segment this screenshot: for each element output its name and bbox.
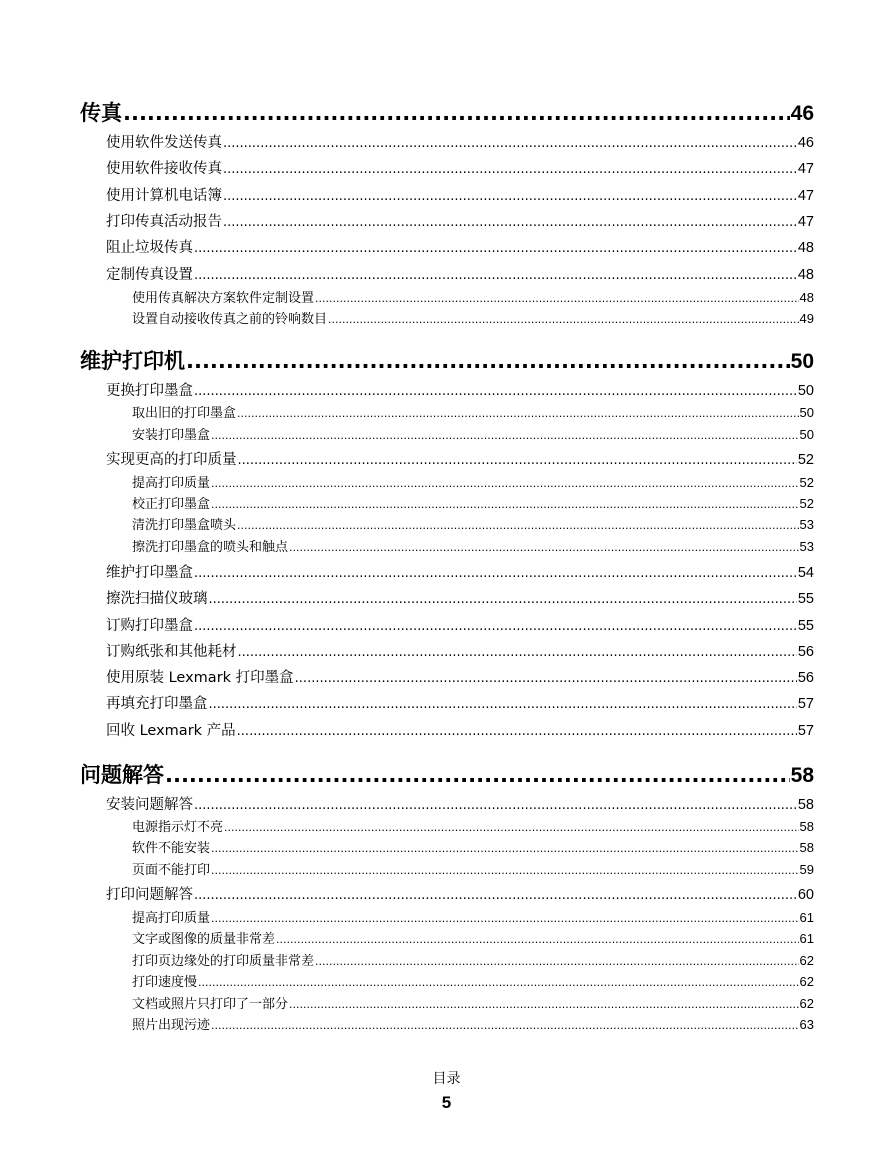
dot-leader (223, 215, 797, 230)
toc-page-number: 50 (790, 350, 814, 373)
toc-page-number: 56 (797, 670, 814, 686)
dot-leader (165, 763, 790, 787)
toc-entry[interactable] (106, 448, 814, 469)
toc-subentry-label: 电源指示灯不亮 (132, 820, 224, 835)
dot-leader (223, 136, 797, 151)
toc-entry-label: 使用软件接收传真 (106, 161, 222, 177)
dot-leader (211, 477, 799, 490)
toc-entry[interactable] (106, 131, 814, 152)
toc-section-title: 传真 (80, 101, 122, 125)
dot-leader (123, 101, 790, 125)
dot-leader (295, 671, 797, 686)
toc-page-number: 52 (799, 496, 814, 511)
toc-subentry[interactable] (132, 308, 814, 327)
toc-page-number: 50 (797, 383, 814, 399)
toc-page-number: 48 (797, 267, 814, 283)
toc-subentry-label: 擦洗打印墨盒的喷头和触点 (132, 540, 289, 555)
toc-entry-label: 定制传真设置 (106, 267, 193, 283)
dot-leader (194, 241, 797, 256)
toc-subentry-label: 使用传真解决方案软件定制设置 (132, 291, 315, 306)
toc-page-number: 61 (799, 910, 814, 925)
toc-page-number: 57 (797, 696, 814, 712)
toc-entry-label: 使用计算机电话簿 (106, 188, 222, 204)
dot-leader (211, 842, 799, 855)
dot-leader (315, 955, 799, 968)
toc-entry[interactable] (106, 614, 814, 635)
toc-subentry-label: 校正打印墨盒 (132, 497, 211, 512)
dot-leader (211, 864, 799, 877)
toc-page-number: 50 (799, 405, 814, 420)
toc-page-number: 61 (799, 931, 814, 946)
toc-entry[interactable] (106, 561, 814, 582)
toc-page-number: 58 (797, 797, 814, 813)
toc-subentry-label: 软件不能安装 (132, 841, 211, 856)
toc-entry-label: 使用原装 Lexmark 打印墨盒 (106, 670, 294, 686)
toc-page-number: 58 (799, 840, 814, 855)
toc-entry[interactable] (106, 793, 814, 814)
dot-leader (194, 566, 797, 581)
toc-page-number: 55 (797, 618, 814, 634)
footer-page-number: 5 (441, 1093, 452, 1112)
toc-subentry-label: 打印速度慢 (132, 975, 198, 990)
toc-page-number: 46 (797, 135, 814, 151)
dot-leader (186, 349, 790, 373)
toc-page-number: 47 (797, 161, 814, 177)
toc-subentry[interactable] (132, 950, 814, 969)
toc-subentry[interactable] (132, 859, 814, 878)
toc-subentry[interactable] (132, 472, 814, 491)
toc-page-number: 60 (797, 887, 814, 903)
dot-leader (289, 998, 799, 1011)
toc-page-number: 56 (797, 644, 814, 660)
toc-entry-label: 擦洗扫描仪玻璃 (106, 591, 208, 607)
dot-leader (194, 888, 797, 903)
dot-leader (198, 976, 799, 989)
toc-section-title: 维护打印机 (80, 349, 185, 373)
toc-entry-label: 实现更高的打印质量 (106, 452, 237, 468)
toc-page-number: 63 (799, 1017, 814, 1032)
toc-page-number: 48 (799, 290, 814, 305)
toc-page-number: 53 (799, 517, 814, 532)
toc-subentry[interactable] (132, 837, 814, 856)
dot-leader (194, 798, 797, 813)
toc-subentry-label: 取出旧的打印墨盒 (132, 406, 237, 421)
toc-page-number: 59 (799, 862, 814, 877)
toc-page-number: 47 (797, 188, 814, 204)
toc-page-number: 48 (797, 240, 814, 256)
toc-subentry-label: 提高打印质量 (132, 911, 211, 926)
dot-leader (223, 189, 797, 204)
toc-entry-label: 订购打印墨盒 (106, 618, 193, 634)
toc-entry-label: 安装问题解答 (106, 797, 193, 813)
toc-subentry[interactable] (132, 424, 814, 443)
toc-subentry-label: 安装打印墨盒 (132, 428, 211, 443)
dot-leader (224, 821, 799, 834)
toc-entry[interactable] (106, 379, 814, 400)
toc-subentry[interactable] (132, 493, 814, 512)
dot-leader (238, 645, 797, 660)
toc-entry-label: 打印传真活动报告 (106, 214, 222, 230)
toc-subentry-label: 文档或照片只打印了一部分 (132, 997, 289, 1012)
dot-leader (237, 724, 797, 739)
toc-page-number: 46 (790, 102, 814, 125)
toc-entry[interactable] (106, 719, 814, 740)
toc-entry-label: 使用软件发送传真 (106, 135, 222, 151)
dot-leader (237, 407, 799, 420)
toc-page-number: 54 (797, 565, 814, 581)
toc-entry-label: 订购纸张和其他耗材 (106, 644, 237, 660)
toc-entry[interactable] (106, 587, 814, 608)
dot-leader (194, 268, 797, 283)
toc-section-title: 问题解答 (80, 763, 164, 787)
toc-entry[interactable] (106, 184, 814, 205)
toc-entry[interactable] (106, 263, 814, 284)
toc-page-number: 62 (799, 996, 814, 1011)
dot-leader (209, 592, 797, 607)
toc-page-number: 62 (799, 974, 814, 989)
dot-leader (211, 429, 799, 442)
dot-leader (289, 541, 799, 554)
dot-leader (237, 519, 799, 532)
toc-page-number: 58 (799, 819, 814, 834)
toc-subentry[interactable] (132, 816, 814, 835)
toc-subentry[interactable] (132, 993, 814, 1012)
toc-entry[interactable] (106, 157, 814, 178)
toc-page-number: 52 (797, 452, 814, 468)
toc-entry-label: 再填充打印墨盒 (106, 696, 208, 712)
toc-subentry[interactable] (132, 907, 814, 926)
toc-entry[interactable] (106, 236, 814, 257)
toc-entry-label: 回收 Lexmark 产品 (106, 723, 236, 739)
toc-entry[interactable] (106, 210, 814, 231)
toc-subentry-label: 提高打印质量 (132, 476, 211, 491)
toc-page-number: 49 (799, 311, 814, 326)
toc-entry[interactable] (106, 692, 814, 713)
toc-entry[interactable] (106, 883, 814, 904)
toc-entry-label: 阻止垃圾传真 (106, 240, 193, 256)
toc-subentry-label: 打印页边缘处的打印质量非常差 (132, 954, 315, 969)
toc-entry-label: 打印问题解答 (106, 887, 193, 903)
toc-subentry[interactable] (132, 514, 814, 533)
toc-subentry[interactable] (132, 287, 814, 306)
toc-subentry-label: 文字或图像的质量非常差 (132, 932, 276, 947)
toc-section-heading[interactable] (80, 345, 814, 375)
toc-subentry-label: 设置自动接收传真之前的铃响数目 (132, 312, 328, 327)
dot-leader (238, 453, 797, 468)
dot-leader (211, 912, 799, 925)
toc-subentry[interactable] (132, 971, 814, 990)
dot-leader (223, 162, 797, 177)
toc-page-number: 52 (799, 475, 814, 490)
toc-page-number: 47 (797, 214, 814, 230)
dot-leader (315, 292, 799, 305)
toc-entry-label: 维护打印墨盒 (106, 565, 193, 581)
toc-subentry[interactable] (132, 928, 814, 947)
dot-leader (211, 498, 799, 511)
toc-subentry-label: 照片出现污迹 (132, 1018, 211, 1033)
toc-page-number: 50 (799, 427, 814, 442)
toc-section-heading[interactable] (80, 97, 814, 127)
toc-page-number: 55 (797, 591, 814, 607)
dot-leader (209, 697, 797, 712)
footer-label: 目录 (432, 1071, 461, 1087)
toc-page-number: 53 (799, 539, 814, 554)
dot-leader (276, 933, 799, 946)
toc-subentry[interactable] (132, 536, 814, 555)
toc-page-number: 58 (790, 764, 814, 787)
dot-leader (194, 619, 797, 634)
dot-leader (211, 1019, 799, 1032)
toc-section-heading[interactable] (80, 759, 814, 789)
toc-subentry-label: 页面不能打印 (132, 863, 211, 878)
toc-entry-label: 更换打印墨盒 (106, 383, 193, 399)
toc-entry[interactable] (106, 666, 814, 687)
toc-subentry-label: 清洗打印墨盒喷头 (132, 518, 237, 533)
dot-leader (328, 313, 799, 326)
toc-subentry[interactable] (132, 1014, 814, 1033)
toc-page-number: 57 (797, 723, 814, 739)
dot-leader (194, 384, 797, 399)
toc-subentry[interactable] (132, 402, 814, 421)
toc-page-number: 62 (799, 953, 814, 968)
toc-entry[interactable] (106, 640, 814, 661)
